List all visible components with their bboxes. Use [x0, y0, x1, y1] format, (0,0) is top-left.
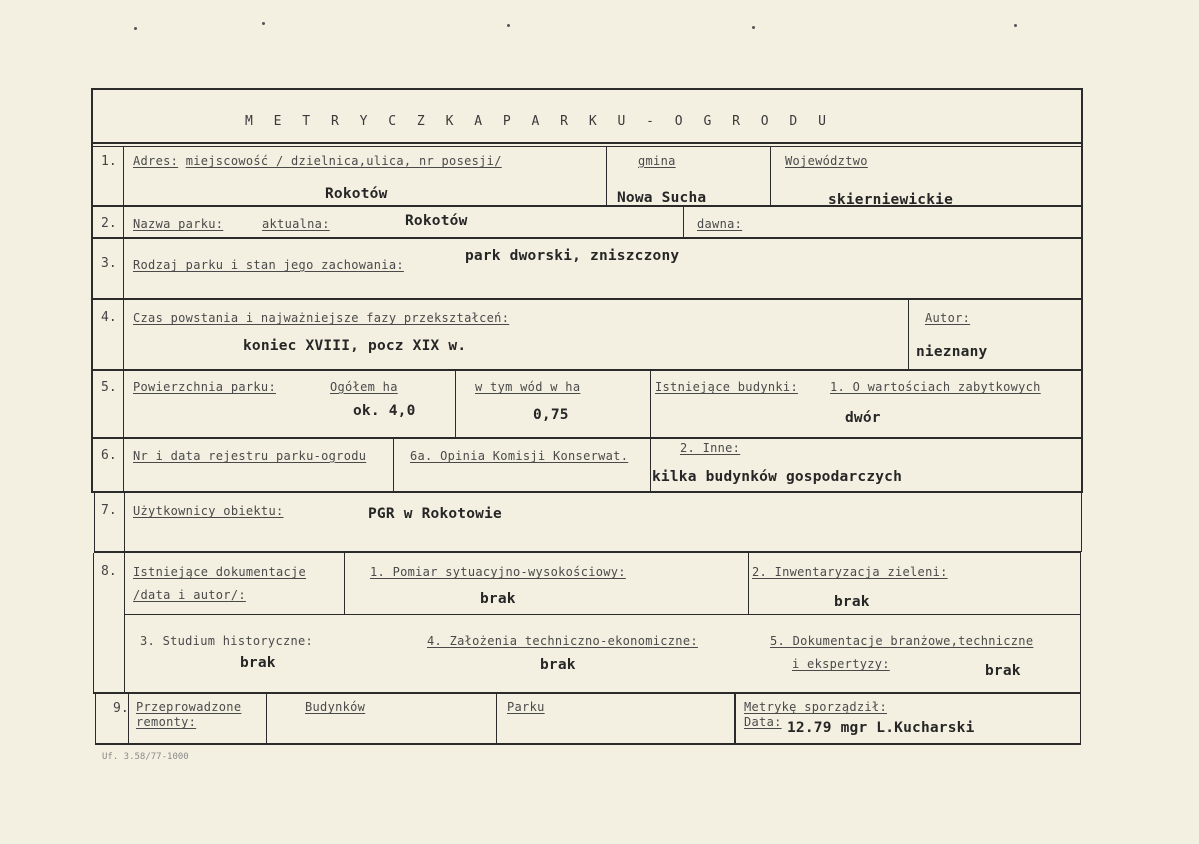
- row-number: 4.: [101, 310, 117, 325]
- park-name-label: Nazwa parku:: [133, 217, 224, 231]
- docs-label: Istniejące dokumentacje: [133, 565, 307, 579]
- row-number: 5.: [101, 380, 117, 395]
- park-type-value: park dworski, zniszczony: [465, 248, 680, 264]
- historic-study-label: 3. Studium historyczne:: [140, 634, 314, 648]
- sector-docs-label: 5. Dokumentacje branżowe,techniczne: [770, 634, 1034, 648]
- history-value: koniec XVIII, pocz XIX w.: [243, 338, 467, 354]
- total-ha-value: ok. 4,0: [353, 403, 416, 419]
- former-name-label: dawna:: [697, 217, 743, 231]
- sector-docs-label-sub: i ekspertyzy:: [792, 657, 890, 671]
- form-title: M E T R Y C Z K A P A R K U - O G R O D U: [245, 114, 833, 129]
- author-value: nieznany: [916, 344, 988, 360]
- print-stamp: Uf. 3.58/77-1000: [102, 752, 189, 762]
- row-number: 6.: [101, 448, 117, 463]
- survey-value: brak: [480, 591, 516, 607]
- users-value: PGR w Rokotowie: [368, 506, 502, 522]
- greenery-value: brak: [834, 594, 870, 610]
- row-number: 8.: [101, 564, 117, 579]
- registry-label: Nr i data rejestru parku-ogrodu: [133, 449, 367, 463]
- row-number: 9.: [113, 701, 129, 716]
- tech-econ-label: 4. Założenia techniczno-ekonomiczne:: [427, 634, 698, 648]
- survey-label: 1. Pomiar sytuacyjno-wysokościowy:: [370, 565, 626, 579]
- conservation-opinion-label: 6a. Opinia Komisji Konserwat.: [410, 449, 629, 463]
- renovations-label: Przeprowadzone: [136, 700, 242, 714]
- voivodeship-label: Województwo: [785, 154, 868, 168]
- tech-econ-value: brak: [540, 657, 576, 673]
- scan-dot: [134, 27, 137, 30]
- author-label: Autor:: [925, 311, 971, 325]
- date-label: Data:: [744, 715, 782, 729]
- current-name-label: aktualna:: [262, 217, 330, 231]
- history-label: Czas powstania i najważniejsze fazy przekształceń:: [133, 311, 510, 325]
- row-number: 7.: [101, 503, 117, 518]
- voivodeship-value: skierniewickie: [828, 192, 954, 208]
- park-renovation-label: Parku: [507, 700, 545, 714]
- docs-label-sub: /data i autor/:: [133, 588, 246, 602]
- address-value: Rokotów: [325, 186, 388, 202]
- row-number: 3.: [101, 256, 117, 271]
- greenery-label: 2. Inwentaryzacja zieleni:: [752, 565, 948, 579]
- row-number: 1.: [101, 154, 117, 169]
- water-ha-value: 0,75: [533, 407, 569, 423]
- area-label: Powierzchnia parku:: [133, 380, 276, 394]
- current-name-value: Rokotów: [405, 213, 468, 229]
- other-buildings-value: kilka budynków gospodarczych: [652, 469, 903, 485]
- renovations-label-sub: remonty:: [136, 715, 197, 729]
- scan-dot: [752, 26, 755, 29]
- scan-dot: [507, 24, 510, 27]
- address-label: Adres: miejscowość / dzielnica,ulica, nr posesji/: [133, 154, 502, 168]
- gmina-label: gmina: [638, 154, 676, 168]
- buildings-label: Istniejące budynki:: [655, 380, 798, 394]
- total-ha-label: Ogółem ha: [330, 380, 398, 394]
- row-number: 2.: [101, 216, 117, 231]
- users-label: Użytkownicy obiektu:: [133, 504, 284, 518]
- sector-docs-value: brak: [985, 663, 1021, 679]
- park-type-label: Rodzaj parku i stan jego zachowania:: [133, 258, 404, 272]
- historic-buildings-label: 1. O wartościach zabytkowych: [830, 380, 1041, 394]
- scan-dot: [1014, 24, 1017, 27]
- historic-study-value: brak: [240, 655, 276, 671]
- date-author-value: 12.79 mgr L.Kucharski: [787, 720, 975, 736]
- other-buildings-label: 2. Inne:: [680, 441, 741, 455]
- buildings-renovation-label: Budynków: [305, 700, 366, 714]
- prepared-by-label: Metrykę sporządził:: [744, 700, 887, 714]
- scan-dot: [262, 22, 265, 25]
- gmina-value: Nowa Sucha: [617, 190, 707, 206]
- water-ha-label: w tym wód w ha: [475, 380, 581, 394]
- historic-buildings-value: dwór: [845, 410, 881, 426]
